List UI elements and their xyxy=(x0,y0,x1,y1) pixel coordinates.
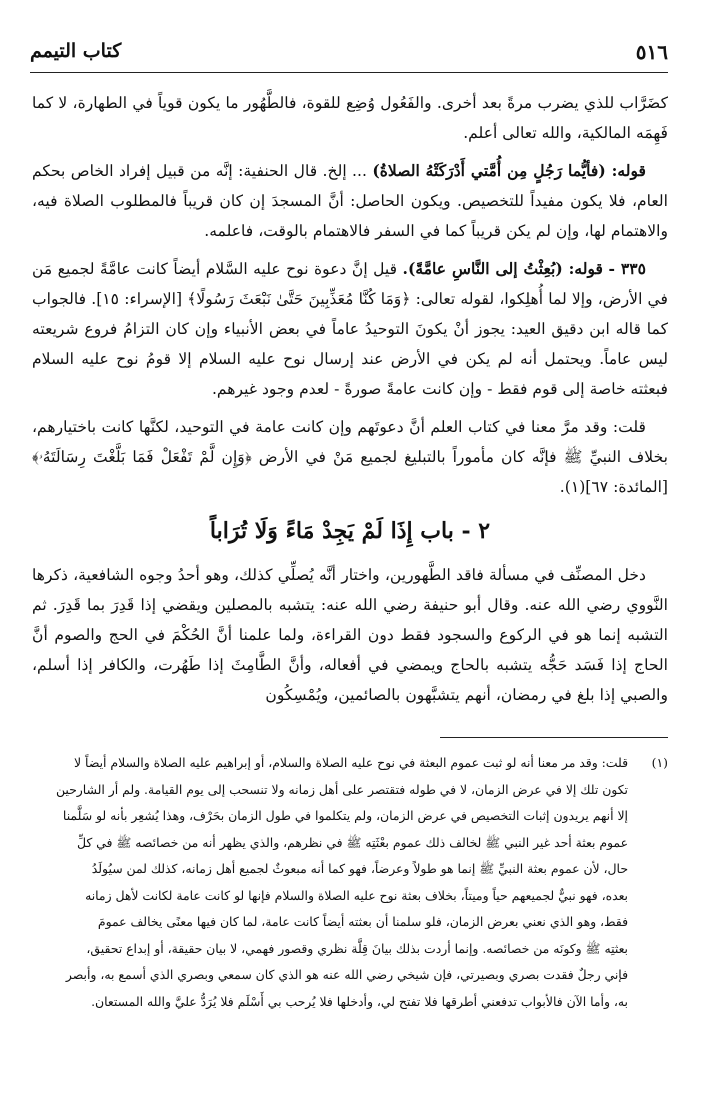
hadith-quote-2: قوله: (بُعِثْتُ إلى النَّاسِ عامَّةً). xyxy=(402,259,604,278)
footnote-text xyxy=(32,750,628,1015)
footnotes xyxy=(32,750,668,1015)
paragraph-4 xyxy=(32,412,668,502)
paragraph-4-text: قلت: وقد مرَّ معنا في كتاب العلم أنَّ دعوتَهم وإن كانت عامة في التوحيد، لكنَّها كانت باختيارهم، بخلاف النبيِّ ﷺ فإنَّه كان مأموراً بالتبليغ لجميع مَنْ في الأرض ﴿وَإِن لَّمْ تَفْعَلْ فَمَا بَلَّغْتَ رِسَالَتَهُۥ﴾ [المائدة: ٦٧](١). xyxy=(32,418,668,496)
footnote-1 xyxy=(32,750,668,1015)
paragraph-3 xyxy=(32,254,668,404)
hadith-number: ٣٣٥ - xyxy=(608,259,646,278)
running-title: كتاب التيمم xyxy=(30,40,122,62)
paragraph-2 xyxy=(32,156,668,246)
footnote-marker: (١) xyxy=(651,755,668,770)
paragraph-3-text: قيل إنَّ دعوة نوح عليه السَّلام أيضاً كانت عامَّةً لجميع مَن في الأرض، وإلا لما أُهلِكوا، لقوله تعالى: ﴿وَمَا كُنَّا مُعَذِّبِينَ حَتَّىٰ نَبْعَثَ رَسُولًا﴾ [الإسراء: ١٥]. فالجواب كما قاله ابن دقيق العيد: يجوز أنْ يكونَ التوحيدُ عاماً في بعض الأنبياء وإن كان التزامُ فروع شريعته ليس عاماً. ويحتمل أنه لم يكن في الأرض عند إرسال نوح عليه السلام إلا قومُ نوح عليه السلام فبعثته خاصة إلى قوم فقط - وإن كانت عامةً صورةً - لعدم وجود غيرهم. xyxy=(32,260,668,398)
footnote-line: فقط، وهو الذي نعني بعرض الزمان، فلو سلمنا أن بعثته أيضاً كانت عامة، لما كان فيها معنًى يخالف عمومَ xyxy=(97,914,628,929)
page-number: ٥١٦ xyxy=(635,40,668,64)
footnote-divider xyxy=(440,737,668,738)
footnote-line: بعده، فهو نبيٌّ لجميعهم حياً وميتاً، بخلاف بعثة نوح عليه الصلاة والسلام فإنها لو كانت عامة لكانت لأهل زمانه xyxy=(85,887,628,903)
hadith-quote-1: قوله: (فأيُّما رَجُلٍ مِن أُمَّتي أَدْرَكَتْهُ الصلاةُ) xyxy=(372,161,646,180)
footnote-line: إلا أنهم يريدون إثبات التخصيص في عرض الزمان، ولم يتكلموا في طول الزمان بحَرْف، وهذا يُشعِر بأنه لو سَلَّمنا xyxy=(62,808,628,823)
paragraph-1-text: كضَرَّاب للذي يضرب مرةً بعد أخرى. والفَعُول وُضِع للقوة، فالطَّهُور ما يكون قوياً في الطهارة، لا كما فَهِمَه المالكية، والله تعالى أعلم. xyxy=(32,94,668,142)
paragraph-2-text: ... إلخ. قال الحنفية: إنَّه من قبيل إفراد الخاص بحكم العام، فلا يكون مفيداً للتخصيص. ويكون الحاصل: أنَّ المسجدَ إن كان قريباً فالمطلوب الصلاة فيه، والاهتمام لها، وإن لم يكن قريباً كما في السفر فالاهتمام بالوقت، فاعلمه. xyxy=(32,162,668,240)
footnote-line: قلت: وقد مر معنا أنه لو ثبت عموم البعثة في نوح عليه الصلاة والسلام، أو إبراهيم عليه الصلاة والسلام أيضاً لا xyxy=(74,755,628,770)
footnote-line: به، وأما الآن فالأبواب تدفعني أطرقها فلا تفتح لي، وأدخلها فلا يُرحب بي أَسْلَم فلا يُرَدُّ عليَّ والله المستعان. xyxy=(91,993,628,1009)
paragraph-5 xyxy=(32,560,668,710)
footnote-line: تكون تلك إلا في عرض الزمان، لا في طوله فتقتصر على أهل زمانه ولا تنسحب إلى يوم القيامة. ولم أر الشارحين xyxy=(55,781,628,797)
paragraph-5-text: دخل المصنِّف في مسألة فاقد الطَّهورين، واختار أنَّه يُصلِّي كذلك، وهو أحدُ وجوه الشافعية، ذكرها النَّووي رضي الله عنه. وقال أبو حنيفة رضي الله عنه: يتشبه بالمصلين ويقضي إذا قَدِرَ بما قَدِرَ. ثم التشبه إنما هو في الركوع والسجود فقط دون القراءة، ولما علمنا أنَّ الحُكْمَ في الحج والصوم أنَّ الحاج إذا فَسَد حَجُّه يتشبه بالحاج ويمضي في أفعاله، وأنَّ الطَّامِثَ إذا طَهُرت، والكافر إذا أسلم، والصبي إذا بلغ في رمضان، أنهم يتشبَّهون بالصائمين، ويُمْسِكُون xyxy=(32,566,668,704)
footnote-line: فإني رجلٌ فقدت بصري وبصيرتي، فإن شيخي رضي الله عنه هو الذي كان سمعي وبصري الذي أسمع به، وأبصر xyxy=(65,967,628,982)
footnote-line: بعثتِه ﷺ وكونَه من خصائصه. وإنما أردت بذلك بيانَ قِلَّة نظري وقصور فهمي، لا بيان حقيقة، أو إبداع تحقيق، xyxy=(86,940,628,956)
main-text xyxy=(32,88,668,718)
footnote-line: عموم بعثة أحد غير النبي ﷺ لخالف ذلك عموم بعْثَتِه ﷺ في نظرهم، والذي يظهر أنه من خصائصه ﷺ في كلِّ xyxy=(76,834,628,850)
chapter-heading: ٢ - باب إِذَا لَمْ يَجِدْ مَاءً وَلَا تُرَاباً xyxy=(209,518,491,544)
page-header xyxy=(30,38,668,73)
paragraph-1 xyxy=(32,88,668,148)
footnote-line: حال، لأن عموم بعثة النبيِّ ﷺ إنما هو طولاً وعرضاً، فهو كما أنه مبعوثٌ لجميع أهل زمانه، كذلك لمن سيُولَدُ xyxy=(91,861,628,876)
